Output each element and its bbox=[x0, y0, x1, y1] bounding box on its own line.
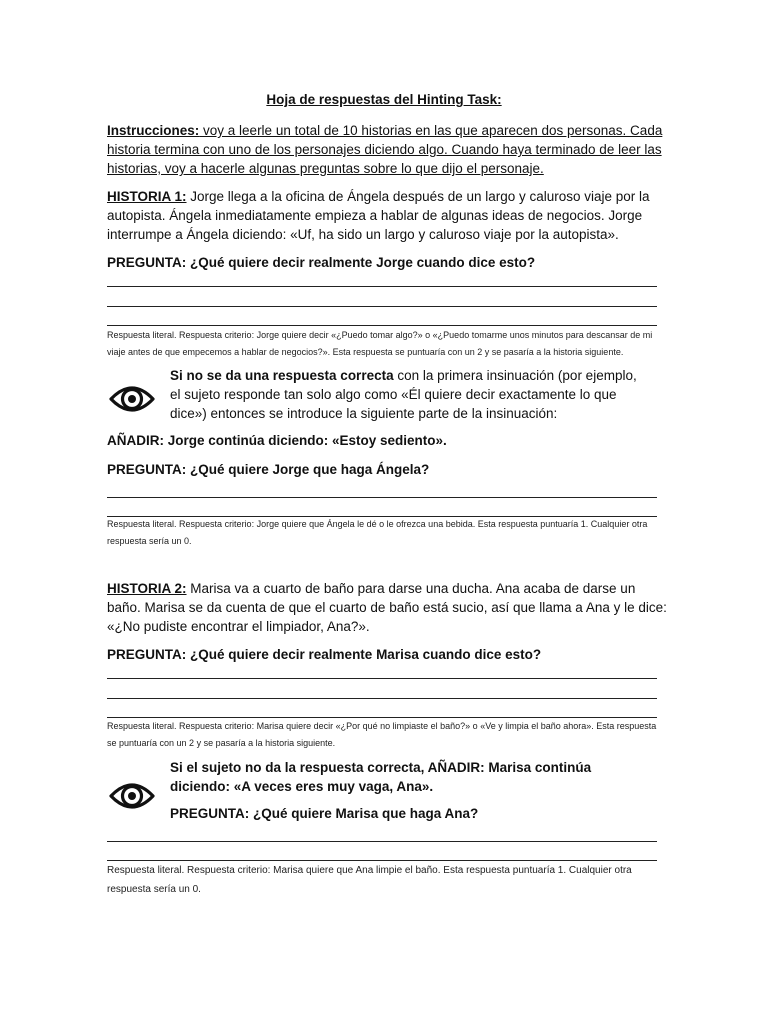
answer-line bbox=[107, 497, 657, 498]
page-title: Hoja de respuestas del Hinting Task: bbox=[266, 92, 502, 107]
eye-icon bbox=[108, 379, 156, 419]
story-1-scoring-note-2: Respuesta literal. Respuesta criterio: Jorge quiere que Ángela le dé o le ofrezca una bebida. Esta respuesta puntuaría 1. Cualquier otra respuesta sería un 0. bbox=[107, 519, 648, 546]
instructions-label: Instrucciones: bbox=[107, 123, 200, 138]
eye-icon bbox=[108, 776, 156, 816]
story-1-paragraph bbox=[107, 187, 667, 244]
story-1-question-2: PREGUNTA: ¿Qué quiere Jorge que haga Ángela? bbox=[107, 462, 430, 477]
answer-line bbox=[107, 286, 657, 287]
story-2-hint-paragraph: Si el sujeto no da la respuesta correcta, AÑADIR: Marisa continúa diciendo: «A veces eres muy vaga, Ana». bbox=[170, 760, 592, 794]
story-1-text: Jorge llega a la oficina de Ángela después de un largo y caluroso viaje por la autopista. Ángela inmediatamente empieza a hablar de algunas ideas de negocios. Jorge interrumpe a Ángela diciendo: «Uf, ha sido un largo y caluroso viaje por la autopista». bbox=[107, 189, 650, 242]
answer-line bbox=[107, 841, 657, 842]
story-1-scoring-note-1: Respuesta literal. Respuesta criterio: Jorge quiere decir «¿Puedo tomar algo?» o «¿Puedo tomarme unos minutos para descansar de mi viaje antes de que empecemos a hablar de negocios?». Esta respuesta se puntuaría con un 2 y se pasaría a la historia siguiente. bbox=[107, 330, 653, 357]
answer-line bbox=[107, 306, 657, 307]
answer-line bbox=[107, 698, 657, 699]
answer-line bbox=[107, 678, 657, 679]
answer-line bbox=[107, 325, 657, 326]
story-2-question-2: PREGUNTA: ¿Qué quiere Marisa que haga Ana? bbox=[170, 806, 479, 821]
story-1-add-hint: AÑADIR: Jorge continúa diciendo: «Estoy sediento». bbox=[107, 433, 447, 448]
story-2-scoring-note-2: Respuesta literal. Respuesta criterio: Marisa quiere que Ana limpie el baño. Esta respuesta puntuaría 1. Cualquier otra respuesta sería un 0. bbox=[107, 865, 632, 895]
story-1-hint-bold: Si no se da una respuesta correcta bbox=[170, 368, 394, 383]
story-2-paragraph bbox=[107, 579, 667, 636]
story-1-hint-paragraph bbox=[170, 366, 650, 423]
story-2-question-1: PREGUNTA: ¿Qué quiere decir realmente Marisa cuando dice esto? bbox=[107, 647, 542, 662]
story-2-scoring-note-1: Respuesta literal. Respuesta criterio: Marisa quiere decir «¿Por qué no limpiaste el baño?» o «Ve y limpia el baño ahora». Esta respuesta se puntuaría con un 2 y se pasaría a la historia siguiente. bbox=[107, 721, 657, 748]
story-2-text: Marisa va a cuarto de baño para darse una ducha. Ana acaba de darse un baño. Marisa se da cuenta de que el cuarto de baño está sucio, así que llama a Ana y le dice: «¿No pudiste encontrar el limpiador, Ana?». bbox=[107, 581, 667, 634]
instructions-text: voy a leerle un total de 10 historias en las que aparecen dos personas. Cada historia termina con uno de los personajes diciendo algo. Cuando haya terminado de leer las historias, voy a hacerle algunas preguntas sobre lo que dijo el personaje. bbox=[107, 123, 663, 176]
story-1-hint-text: con la primera insinuación (por ejemplo, el sujeto responde tan solo algo como «Él quiere decir exactamente lo que dice») entonces se introduce la siguiente parte de la insinuación: bbox=[170, 368, 637, 421]
story-1-question-1: PREGUNTA: ¿Qué quiere decir realmente Jorge cuando dice esto? bbox=[107, 255, 536, 270]
story-1-label: HISTORIA 1: bbox=[107, 189, 187, 204]
instructions-paragraph bbox=[107, 121, 667, 178]
story-2-label: HISTORIA 2: bbox=[107, 581, 187, 596]
